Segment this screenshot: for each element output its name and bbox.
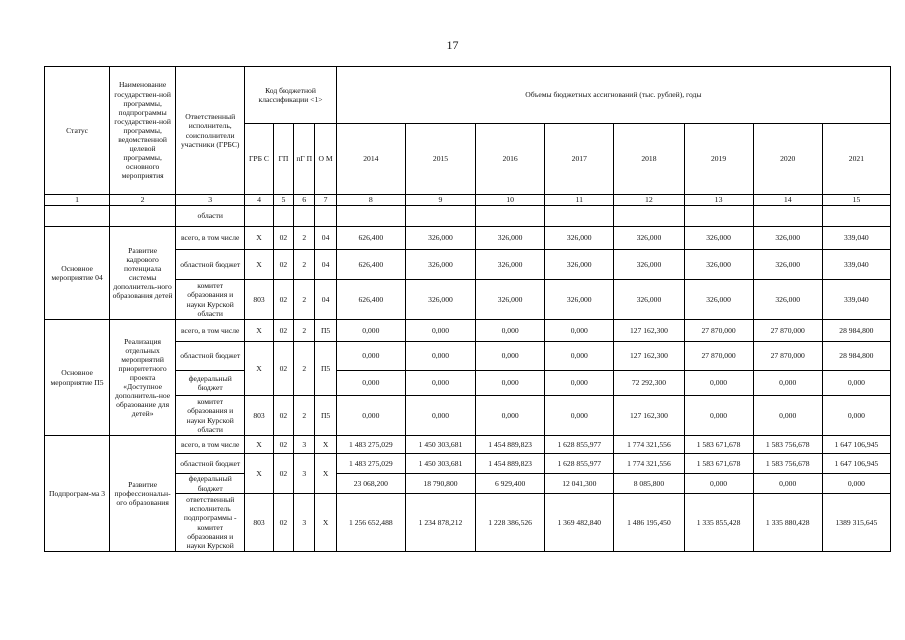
value-cell: 1 647 106,945 [822,454,890,474]
pgp-cell: 2 [294,280,315,320]
value-cell: 326,000 [476,280,545,320]
grbs-cell: Х [245,250,273,280]
name-cell: Развитие кадрового потенциала системы дополнитель-ного образования детей [110,227,176,320]
gp-cell: 02 [273,227,293,250]
grbs-cell: 803 [245,280,273,320]
value-cell: 0,000 [822,371,890,396]
status-cell: Основное мероприятие П5 [45,320,110,436]
gp-cell: 02 [273,342,293,396]
value-cell: 1 583 756,678 [753,436,822,454]
value-cell: 28 984,800 [822,320,890,342]
header-year: 2019 [684,124,753,195]
value-cell: 1 454 889,823 [476,454,545,474]
value-cell: 1 234 878,212 [405,494,475,552]
header-year: 2016 [476,124,545,195]
col-number: 4 [245,195,273,206]
value-cell: 23 068,200 [336,474,405,494]
col-number: 2 [110,195,176,206]
value-cell: 0,000 [405,371,475,396]
value-cell: 326,000 [405,250,475,280]
header-code: пГ П [294,124,315,195]
om-cell: П5 [315,320,336,342]
value-cell: 1 583 671,678 [684,454,753,474]
header-status: Статус [45,67,110,195]
grbs-cell: Х [245,342,273,396]
header-year: 2020 [753,124,822,195]
executor-cell: ответственный исполнитель подпрограммы - комитет образования и науки Курской [176,494,245,552]
pgp-cell: 3 [294,436,315,454]
value-cell: 1 228 386,526 [476,494,545,552]
value-cell: 326,000 [545,280,614,320]
value-cell: 326,000 [476,227,545,250]
value-cell: 326,000 [684,250,753,280]
value-cell: 0,000 [822,396,890,436]
header-volumes: Объемы бюджетных ассигнований (тыс. рублей), годы [336,67,890,124]
value-cell: 326,000 [753,280,822,320]
grbs-cell: 803 [245,396,273,436]
executor-cell: федеральный бюджет [176,474,245,494]
header-year: 2018 [614,124,684,195]
executor-cell: всего, в том числе [176,320,245,342]
name-cell: Реализация отдельных мероприятий приоритетного проекта «Доступное дополнитель-ное образование для детей» [110,320,176,436]
value-cell: 0,000 [336,396,405,436]
header-code: ГРБ С [245,124,273,195]
pgp-cell: 3 [294,454,315,494]
value-cell: 0,000 [405,396,475,436]
pgp-cell: 3 [294,494,315,552]
budget-allocation-table [44,66,891,552]
value-cell: 27 870,000 [684,320,753,342]
executor-cell: федеральный бюджет [176,371,245,396]
value-cell: 72 292,300 [614,371,684,396]
executor-cell: всего, в том числе [176,436,245,454]
value-cell: 18 790,800 [405,474,475,494]
grbs-cell: Х [245,227,273,250]
value-cell: 1 450 303,681 [405,454,475,474]
om-cell: 04 [315,280,336,320]
gp-cell: 02 [273,320,293,342]
value-cell: 0,000 [476,371,545,396]
col-number: 15 [822,195,890,206]
value-cell: 0,000 [684,396,753,436]
table-row [45,227,891,250]
value-cell: 27 870,000 [684,342,753,371]
value-cell: 1 483 275,029 [336,454,405,474]
value-cell: 326,000 [476,250,545,280]
executor-cell: всего, в том числе [176,227,245,250]
col-number: 14 [753,195,822,206]
value-cell: 326,000 [753,250,822,280]
col-number: 6 [294,195,315,206]
value-cell: 0,000 [684,474,753,494]
value-cell: 326,000 [614,227,684,250]
executor-cell: областной бюджет [176,342,245,371]
value-cell: 28 984,800 [822,342,890,371]
executor-cell: области [176,206,245,227]
gp-cell: 02 [273,436,293,454]
value-cell: 326,000 [545,250,614,280]
col-number: 9 [405,195,475,206]
executor-cell: комитет образования и науки Курской области [176,396,245,436]
value-cell: 1 335 880,428 [753,494,822,552]
value-cell: 0,000 [476,342,545,371]
gp-cell: 02 [273,494,293,552]
value-cell: 8 085,800 [614,474,684,494]
value-cell: 0,000 [336,342,405,371]
value-cell: 127 162,300 [614,396,684,436]
value-cell: 0,000 [545,342,614,371]
column-number-row [45,195,891,206]
value-cell: 6 929,400 [476,474,545,494]
status-cell: Основное мероприятие 04 [45,227,110,320]
value-cell: 1 369 482,840 [545,494,614,552]
om-cell: Х [315,494,336,552]
value-cell: 1 628 855,977 [545,436,614,454]
grbs-cell: Х [245,436,273,454]
value-cell: 1 774 321,556 [614,436,684,454]
header-executor: Ответственный исполнитель, соисполнители участники (ГРБС) [176,67,245,195]
header-code: ГП [273,124,293,195]
value-cell: 1 335 855,428 [684,494,753,552]
value-cell: 326,000 [753,227,822,250]
value-cell: 339,040 [822,227,890,250]
header-year: 2021 [822,124,890,195]
value-cell: 0,000 [405,320,475,342]
status-cell: Подпрограм-ма 3 [45,436,110,552]
value-cell: 27 870,000 [753,320,822,342]
col-number: 11 [545,195,614,206]
value-cell: 626,400 [336,227,405,250]
om-cell: П5 [315,396,336,436]
value-cell: 0,000 [336,371,405,396]
value-cell: 1 583 756,678 [753,454,822,474]
value-cell: 0,000 [753,474,822,494]
header-name: Наименование государствен-ной программы, подпрограммы государствен-ной программы, ведомственной целевой программы, основного мероприятия [110,67,176,195]
om-cell: П5 [315,342,336,396]
value-cell: 1 774 321,556 [614,454,684,474]
value-cell: 27 870,000 [753,342,822,371]
value-cell: 0,000 [476,396,545,436]
header-row-1 [45,67,891,124]
header-code: О М [315,124,336,195]
value-cell: 1 486 195,450 [614,494,684,552]
gp-cell: 02 [273,250,293,280]
continuation-row [45,206,891,227]
grbs-cell: 803 [245,494,273,552]
executor-cell: областной бюджет [176,454,245,474]
value-cell: 0,000 [822,474,890,494]
value-cell: 1 450 303,681 [405,436,475,454]
header-year: 2014 [336,124,405,195]
pgp-cell: 2 [294,250,315,280]
grbs-cell: Х [245,320,273,342]
value-cell: 326,000 [684,280,753,320]
om-cell: Х [315,454,336,494]
gp-cell: 02 [273,396,293,436]
value-cell: 626,400 [336,250,405,280]
name-cell: Развитие профессиональн-ого образования [110,436,176,552]
gp-cell: 02 [273,280,293,320]
om-cell: 04 [315,227,336,250]
value-cell: 0,000 [405,342,475,371]
value-cell: 1 647 106,945 [822,436,890,454]
header-year: 2017 [545,124,614,195]
col-number: 12 [614,195,684,206]
value-cell: 326,000 [684,227,753,250]
col-number: 7 [315,195,336,206]
om-cell: 04 [315,250,336,280]
value-cell: 0,000 [545,371,614,396]
executor-cell: комитет образования и науки Курской области [176,280,245,320]
table-row [45,436,891,454]
value-cell: 0,000 [336,320,405,342]
value-cell: 0,000 [684,371,753,396]
pgp-cell: 2 [294,320,315,342]
pgp-cell: 2 [294,396,315,436]
page-number: 17 [446,38,459,52]
col-number: 13 [684,195,753,206]
value-cell: 0,000 [753,371,822,396]
value-cell: 12 041,300 [545,474,614,494]
value-cell: 1 628 855,977 [545,454,614,474]
gp-cell: 02 [273,454,293,494]
value-cell: 326,000 [405,227,475,250]
value-cell: 326,000 [405,280,475,320]
value-cell: 0,000 [545,396,614,436]
pgp-cell: 2 [294,342,315,396]
value-cell: 339,040 [822,250,890,280]
table-row [45,320,891,342]
value-cell: 0,000 [753,396,822,436]
col-number: 3 [176,195,245,206]
value-cell: 1 454 889,823 [476,436,545,454]
header-year: 2015 [405,124,475,195]
value-cell: 1 256 652,488 [336,494,405,552]
header-kbk: Код бюджетной классификации <1> [245,67,336,124]
value-cell: 326,000 [614,280,684,320]
value-cell: 127 162,300 [614,320,684,342]
grbs-cell: Х [245,454,273,494]
om-cell: Х [315,436,336,454]
value-cell: 326,000 [545,227,614,250]
col-number: 1 [45,195,110,206]
col-number: 8 [336,195,405,206]
value-cell: 326,000 [614,250,684,280]
value-cell: 1 583 671,678 [684,436,753,454]
col-number: 5 [273,195,293,206]
value-cell: 339,040 [822,280,890,320]
value-cell: 0,000 [476,320,545,342]
col-number: 10 [476,195,545,206]
value-cell: 1 483 275,029 [336,436,405,454]
value-cell: 127 162,300 [614,342,684,371]
executor-cell: областной бюджет [176,250,245,280]
value-cell: 1389 315,645 [822,494,890,552]
value-cell: 0,000 [545,320,614,342]
pgp-cell: 2 [294,227,315,250]
value-cell: 626,400 [336,280,405,320]
